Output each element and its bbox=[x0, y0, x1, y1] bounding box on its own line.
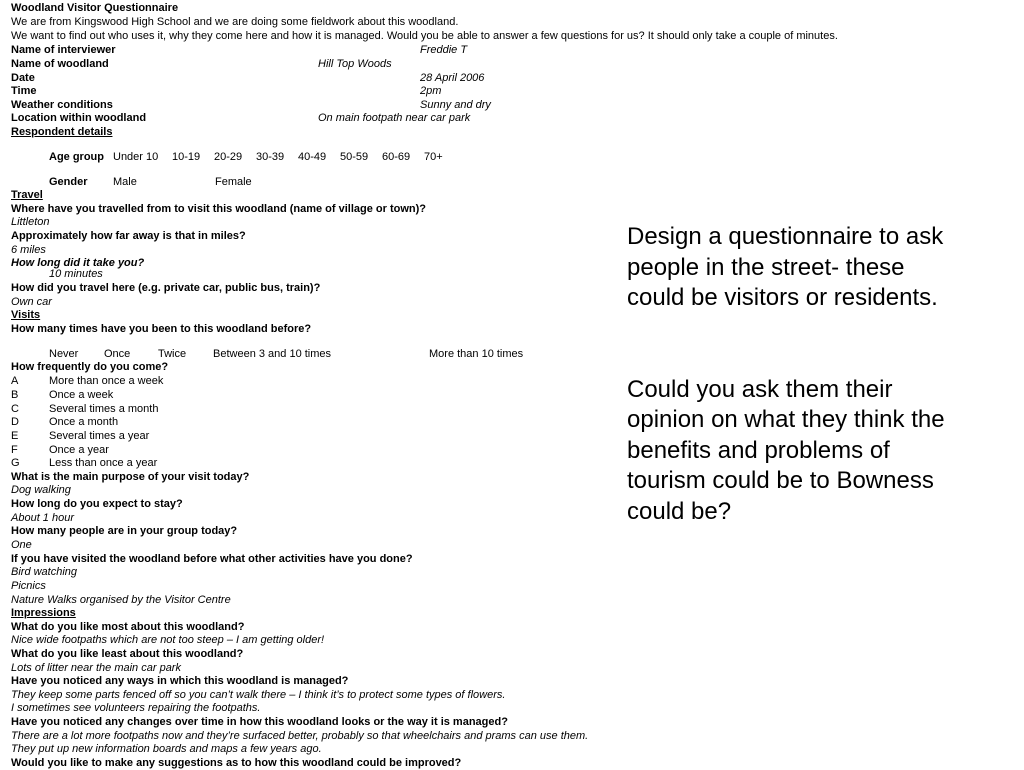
section-heading-visits: Visits bbox=[11, 309, 41, 321]
frequency-text: Once a week bbox=[49, 389, 114, 401]
section-heading-travel: Travel bbox=[11, 189, 43, 201]
times-option: Twice bbox=[158, 348, 187, 360]
intro-line-1: We are from Kingswood High School and we are doing some fieldwork about this woodland. bbox=[11, 16, 459, 28]
times-option: Once bbox=[104, 348, 131, 360]
question-travel-from: Where have you travelled from to visit this woodland (name of village or town)? bbox=[11, 203, 427, 215]
frequency-letter: D bbox=[11, 416, 19, 428]
frequency-text: Once a month bbox=[49, 416, 119, 428]
age-option: Under 10 bbox=[113, 151, 159, 163]
question-duration: How long did it take you? bbox=[11, 257, 145, 269]
age-group-label: Age group bbox=[49, 151, 104, 163]
question-managed: Have you noticed any ways in which this woodland is managed? bbox=[11, 675, 349, 687]
age-option: 40-49 bbox=[298, 151, 327, 163]
frequency-letter: F bbox=[11, 444, 18, 456]
question-purpose: What is the main purpose of your visit today? bbox=[11, 471, 250, 483]
times-option: More than 10 times bbox=[429, 348, 524, 360]
question-frequency: How frequently do you come? bbox=[11, 361, 169, 373]
answer-managed: I sometimes see volunteers repairing the footpaths. bbox=[11, 702, 261, 714]
times-option: Between 3 and 10 times bbox=[213, 348, 332, 360]
task-instructions bbox=[627, 222, 967, 527]
gender-label: Gender bbox=[49, 176, 88, 188]
question-like-least: What do you like least about this woodland? bbox=[11, 648, 244, 660]
question-distance: Approximately how far away is that in miles? bbox=[11, 230, 246, 242]
field-value-woodland: Hill Top Woods bbox=[318, 58, 392, 70]
answer-group-size: One bbox=[11, 539, 32, 551]
field-label-weather: Weather conditions bbox=[11, 99, 113, 111]
question-group-size: How many people are in your group today? bbox=[11, 525, 238, 537]
answer-stay: About 1 hour bbox=[11, 512, 74, 524]
frequency-letter: C bbox=[11, 403, 19, 415]
gender-option: Male bbox=[113, 176, 137, 188]
field-value-date: 28 April 2006 bbox=[420, 72, 485, 84]
age-option: 20-29 bbox=[214, 151, 243, 163]
task-paragraph-2: Could you ask them their opinion on what they think the benefits and problems of tourism could be to Bowness could be? bbox=[627, 375, 945, 525]
field-value-interviewer: Freddie T bbox=[420, 44, 468, 56]
question-stay: How long do you expect to stay? bbox=[11, 498, 183, 510]
frequency-text: Less than once a year bbox=[49, 457, 158, 469]
age-option: 50-59 bbox=[340, 151, 369, 163]
intro-line-2: We want to find out who uses it, why they come here and how it is managed. Would you be able to answer a few questions for us? It should only take a couple of minutes. bbox=[11, 30, 838, 42]
question-times-visited: How many times have you been to this woodland before? bbox=[11, 323, 312, 335]
section-heading-impressions: Impressions bbox=[11, 607, 76, 619]
frequency-text: Once a year bbox=[49, 444, 109, 456]
age-option: 60-69 bbox=[382, 151, 411, 163]
field-value-time: 2pm bbox=[420, 85, 442, 97]
answer-travel-from: Littleton bbox=[11, 216, 50, 228]
field-label-interviewer: Name of interviewer bbox=[11, 44, 116, 56]
question-like-most: What do you like most about this woodland? bbox=[11, 621, 245, 633]
answer-duration: 10 minutes bbox=[49, 268, 103, 280]
age-option: 10-19 bbox=[172, 151, 201, 163]
question-changes: Have you noticed any changes over time in how this woodland looks or the way it is managed? bbox=[11, 716, 508, 728]
field-label-location: Location within woodland bbox=[11, 112, 147, 124]
times-option: Never bbox=[49, 348, 79, 360]
answer-activity: Picnics bbox=[11, 580, 46, 592]
field-label-date: Date bbox=[11, 72, 35, 84]
age-option: 70+ bbox=[424, 151, 443, 163]
answer-transport: Own car bbox=[11, 296, 52, 308]
frequency-text: Several times a year bbox=[49, 430, 150, 442]
frequency-letter: B bbox=[11, 389, 19, 401]
answer-purpose: Dog walking bbox=[11, 484, 71, 496]
questionnaire-title: Woodland Visitor Questionnaire bbox=[11, 2, 179, 14]
frequency-letter: E bbox=[11, 430, 19, 442]
question-activities: If you have visited the woodland before what other activities have you done? bbox=[11, 553, 413, 565]
field-value-location: On main footpath near car park bbox=[318, 112, 471, 124]
section-heading-respondent: Respondent details bbox=[11, 126, 113, 138]
gender-option: Female bbox=[215, 176, 252, 188]
answer-changes: There are a lot more footpaths now and they’re surfaced better, probably so that wheelchairs and prams can use them. bbox=[11, 730, 589, 742]
answer-like-most: Nice wide footpaths which are not too steep – I am getting older! bbox=[11, 634, 325, 646]
frequency-text: Several times a month bbox=[49, 403, 159, 415]
answer-changes: They put up new information boards and maps a few years ago. bbox=[11, 743, 322, 755]
frequency-text: More than once a week bbox=[49, 375, 164, 387]
task-paragraph-1: Design a questionnaire to ask people in the street- these could be visitors or residents. bbox=[627, 223, 944, 311]
field-value-weather: Sunny and dry bbox=[420, 99, 491, 111]
age-option: 30-39 bbox=[256, 151, 285, 163]
question-transport: How did you travel here (e.g. private car, public bus, train)? bbox=[11, 282, 321, 294]
answer-activity: Nature Walks organised by the Visitor Centre bbox=[11, 594, 231, 606]
question-suggestions: Would you like to make any suggestions as to how this woodland could be improved? bbox=[11, 757, 462, 769]
answer-like-least: Lots of litter near the main car park bbox=[11, 662, 181, 674]
frequency-letter: A bbox=[11, 375, 19, 387]
frequency-letter: G bbox=[11, 457, 20, 469]
answer-managed: They keep some parts fenced off so you can’t walk there – I think it’s to protect some types of flowers. bbox=[11, 689, 506, 701]
field-label-time: Time bbox=[11, 85, 37, 97]
field-label-woodland: Name of woodland bbox=[11, 58, 109, 70]
answer-activity: Bird watching bbox=[11, 566, 78, 578]
answer-distance: 6 miles bbox=[11, 244, 46, 256]
